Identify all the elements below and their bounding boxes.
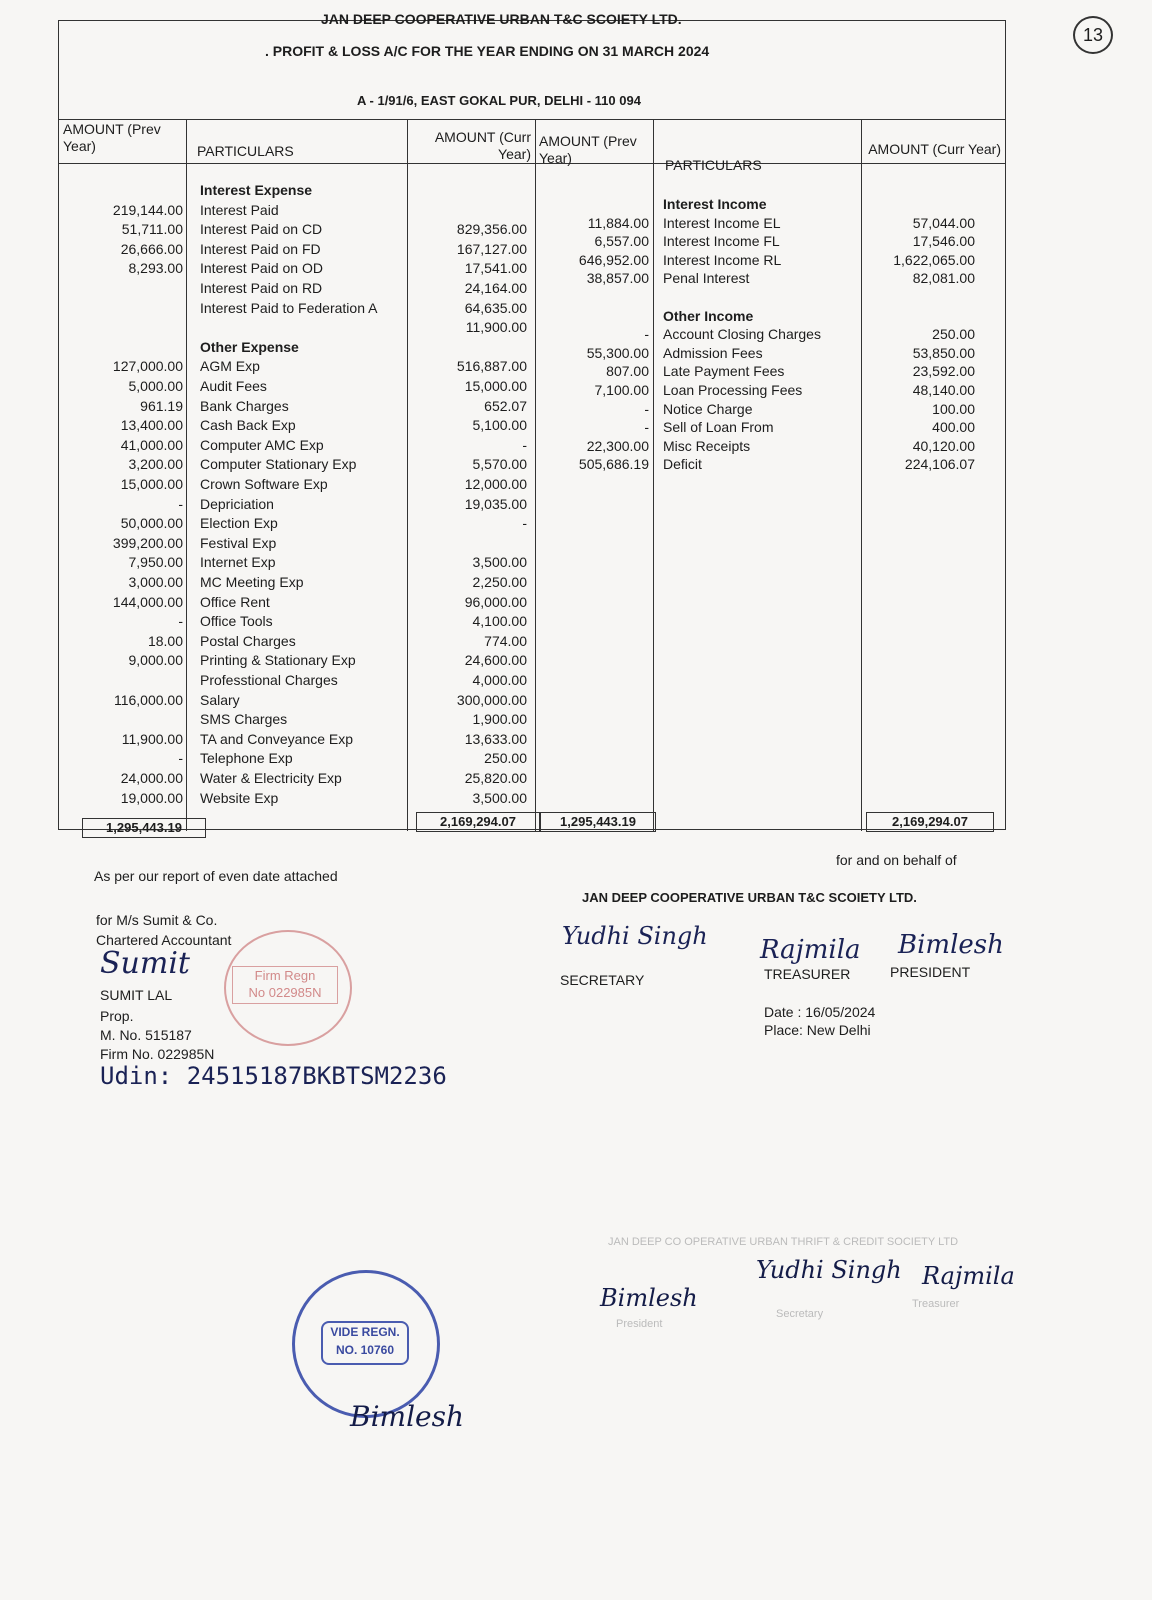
- row-particular: Depriciation: [200, 495, 274, 512]
- col-divider-2: [407, 119, 408, 831]
- row-prev-amount: 13,400.00: [120, 417, 183, 434]
- place-label: Place: New Delhi: [764, 1022, 871, 1038]
- row-prev-amount: 8,293.00: [128, 260, 183, 277]
- report-line: As per our report of even date attached: [94, 868, 338, 884]
- row-curr-amount: 17,546.00: [912, 233, 975, 250]
- row-curr-amount: 19,035.00: [464, 495, 527, 512]
- firm-stamp: [224, 930, 352, 1046]
- row-particular: Interest Paid to Federation A: [200, 299, 378, 316]
- row-curr-amount: -: [522, 515, 527, 532]
- secretary-signature: Yudhi Singh: [562, 922, 708, 950]
- row-curr-amount: 4,100.00: [472, 613, 527, 630]
- page-number-circle: [1073, 16, 1113, 54]
- total-curr-right: 2,169,294.07: [866, 812, 994, 832]
- row-particular: Interest Income: [663, 196, 767, 212]
- auditor-name: SUMIT LAL: [100, 987, 173, 1003]
- row-particular: Bank Charges: [200, 397, 289, 414]
- firm-stamp-line1: Firm Regn: [254, 968, 316, 983]
- row-curr-amount: 11,900.00: [465, 319, 527, 336]
- society-name: JAN DEEP COOPERATIVE URBAN T&C SCOIETY LTD.: [321, 11, 682, 27]
- row-particular: Sell of Loan From: [663, 419, 774, 436]
- row-particular: Other Income: [663, 307, 754, 324]
- col-divider-1: [186, 119, 187, 831]
- row-curr-amount: 53,850.00: [912, 344, 975, 361]
- firm-no: Firm No. 022985N: [100, 1046, 215, 1062]
- row-prev-amount: 5,000.00: [128, 378, 183, 394]
- total-curr-left: 2,169,294.07: [416, 812, 540, 832]
- row-particular: Misc Receipts: [663, 437, 751, 454]
- row-particular: Admission Fees: [663, 344, 763, 361]
- row-particular: Late Payment Fees: [663, 363, 785, 380]
- row-curr-amount: 1,622,065.00: [893, 251, 975, 268]
- statement-title: . PROFIT & LOSS A/C FOR THE YEAR ENDING ON 31 MARCH 2024: [265, 43, 710, 59]
- row-curr-amount: 96,000.00: [464, 593, 527, 610]
- society-address: A - 1/91/6, EAST GOKAL PUR, DELHI - 110 094: [357, 93, 641, 108]
- row-prev-amount: 6,557.00: [594, 233, 649, 250]
- row-particular: MC Meeting Exp: [200, 574, 304, 590]
- row-particular: Printing & Stationary Exp: [200, 652, 356, 669]
- row-particular: Cash Back Exp: [200, 417, 296, 434]
- row-particular: Postal Charges: [200, 632, 296, 649]
- row-curr-amount: 5,570.00: [472, 456, 527, 473]
- row-particular: Water & Electricity Exp: [200, 770, 342, 786]
- row-prev-amount: 9,000.00: [128, 652, 183, 669]
- row-particular: Website Exp: [200, 789, 279, 806]
- seal-signature: Bimlesh: [350, 1400, 465, 1433]
- row-curr-amount: 40,120.00: [912, 437, 975, 454]
- lower-secretary-signature: Yudhi Singh: [756, 1256, 902, 1284]
- president-label: PRESIDENT: [890, 964, 971, 980]
- row-prev-amount: 24,000.00: [120, 770, 183, 786]
- secretary-label: SECRETARY: [560, 972, 645, 988]
- row-prev-amount: 22,300.00: [586, 437, 649, 454]
- row-particular: TA and Conveyance Exp: [200, 730, 354, 747]
- row-curr-amount: 24,164.00: [464, 280, 527, 296]
- row-particular: SMS Charges: [200, 711, 288, 728]
- row-particular: Notice Charge: [663, 400, 753, 417]
- row-prev-amount: 505,686.19: [578, 456, 649, 473]
- row-prev-amount: 399,200.00: [112, 534, 183, 551]
- row-prev-amount: 961.19: [140, 397, 183, 414]
- pl-account-table: [58, 11, 1006, 830]
- row-particular: Interest Paid on CD: [200, 221, 323, 238]
- society-name-footer: JAN DEEP COOPERATIVE URBAN T&C SCOIETY LTD.: [582, 890, 917, 905]
- row-particular: Interest Paid on OD: [200, 260, 323, 277]
- row-particular: Crown Software Exp: [200, 476, 328, 492]
- row-curr-amount: 5,100.00: [472, 417, 527, 434]
- lower-treasurer-label: Treasurer: [912, 1298, 960, 1310]
- row-particular: Professtional Charges: [200, 672, 338, 688]
- row-particular: Interest Income RL: [663, 251, 782, 268]
- row-curr-amount: 100.00: [932, 400, 975, 417]
- row-particular: Festival Exp: [200, 534, 277, 551]
- row-curr-amount: 400.00: [932, 419, 975, 436]
- header-rule-top: [59, 119, 1005, 120]
- row-curr-amount: 64,635.00: [464, 299, 527, 316]
- row-curr-amount: 2,250.00: [472, 574, 527, 590]
- lower-secretary-label: Secretary: [776, 1308, 824, 1320]
- row-particular: Telephone Exp: [200, 750, 293, 767]
- row-particular: Internet Exp: [200, 554, 276, 571]
- row-curr-amount: 12,000.00: [464, 476, 527, 492]
- col-header-particulars-left: PARTICULARS: [197, 143, 294, 159]
- row-curr-amount: 516,887.00: [456, 358, 527, 375]
- row-prev-amount: 19,000.00: [120, 789, 183, 806]
- row-prev-amount: 11,900.00: [121, 730, 183, 747]
- col-header-curr-right: AMOUNT (Curr Year): [868, 141, 1001, 157]
- row-curr-amount: 57,044.00: [912, 214, 975, 231]
- row-particular: Interest Paid on RD: [200, 280, 323, 296]
- total-prev-right: 1,295,443.19: [540, 812, 656, 832]
- row-curr-amount: 23,592.00: [912, 363, 975, 380]
- row-particular: Interest Income FL: [663, 233, 780, 250]
- treasurer-signature: Rajmila: [760, 935, 861, 965]
- row-particular: AGM Exp: [200, 358, 260, 375]
- row-prev-amount: 41,000.00: [120, 436, 183, 453]
- row-curr-amount: 3,500.00: [472, 554, 527, 571]
- membership-no: M. No. 515187: [100, 1027, 192, 1043]
- row-particular: Computer AMC Exp: [200, 436, 324, 453]
- lower-president-label: President: [616, 1318, 663, 1330]
- row-prev-amount: 50,000.00: [120, 515, 183, 532]
- row-curr-amount: 250.00: [932, 326, 975, 343]
- row-curr-amount: 829,356.00: [456, 221, 527, 238]
- row-prev-amount: -: [178, 613, 183, 630]
- row-particular: Interest Expense: [200, 182, 313, 198]
- row-curr-amount: 3,500.00: [472, 789, 527, 806]
- row-prev-amount: 7,950.00: [128, 554, 183, 571]
- row-prev-amount: 15,000.00: [120, 476, 183, 492]
- row-particular: Interest Income EL: [663, 214, 781, 231]
- row-prev-amount: -: [644, 419, 649, 436]
- row-curr-amount: 13,633.00: [464, 730, 527, 747]
- auditor-title: Prop.: [100, 1008, 134, 1024]
- row-prev-amount: 11,884.00: [587, 214, 649, 231]
- row-curr-amount: 82,081.00: [912, 270, 975, 287]
- row-particular: Computer Stationary Exp: [200, 456, 357, 473]
- firm-role: Chartered Accountant: [96, 932, 232, 948]
- row-particular: Salary: [200, 691, 240, 708]
- row-prev-amount: -: [178, 750, 183, 767]
- row-curr-amount: 774.00: [484, 632, 527, 649]
- treasurer-label: TREASURER: [764, 966, 851, 982]
- row-particular: Penal Interest: [663, 270, 750, 287]
- col-header-particulars-right: PARTICULARS: [665, 157, 762, 173]
- row-prev-amount: 3,000.00: [128, 574, 183, 590]
- row-prev-amount: 807.00: [606, 363, 649, 380]
- row-particular: Election Exp: [200, 515, 278, 532]
- row-particular: Account Closing Charges: [663, 326, 821, 343]
- row-particular: Deficit: [663, 456, 702, 473]
- page-number: 13: [1082, 25, 1104, 45]
- faded-society-header: JAN DEEP CO OPERATIVE URBAN THRIFT & CREDIT SOCIETY LTD: [608, 1236, 959, 1248]
- row-curr-amount: 250.00: [484, 750, 527, 767]
- president-signature: Bimlesh: [898, 930, 1004, 960]
- total-prev-left: 1,295,443.19: [82, 818, 206, 838]
- row-curr-amount: 4,000.00: [472, 672, 527, 688]
- auditor-signature: Sumit: [100, 946, 190, 981]
- col-header-curr-left: AMOUNT (Curr Year): [434, 129, 531, 162]
- row-curr-amount: -: [522, 436, 527, 453]
- row-prev-amount: 127,000.00: [112, 358, 183, 375]
- on-behalf-line: for and on behalf of: [836, 852, 957, 868]
- firm-line: for M/s Sumit & Co.: [96, 912, 218, 928]
- row-particular: Office Tools: [200, 613, 273, 630]
- row-prev-amount: -: [644, 326, 649, 343]
- date-label: Date : 16/05/2024: [764, 1004, 876, 1020]
- seal-line1: VIDE REGN.: [330, 1325, 400, 1339]
- row-particular: Office Rent: [200, 593, 270, 610]
- col-header-prev-left: AMOUNT (Prev Year): [63, 121, 161, 154]
- row-curr-amount: 25,820.00: [464, 770, 527, 786]
- society-seal: [292, 1270, 440, 1418]
- row-prev-amount: -: [178, 495, 183, 512]
- row-curr-amount: 17,541.00: [464, 260, 527, 277]
- lower-treasurer-signature: Rajmila: [922, 1262, 1015, 1290]
- row-particular: Other Expense: [200, 338, 299, 355]
- row-curr-amount: 652.07: [484, 397, 527, 414]
- row-curr-amount: 167,127.00: [456, 240, 527, 257]
- udin-handwritten: Udin: 24515187BKBTSM2236: [100, 1062, 447, 1090]
- row-curr-amount: 224,106.07: [904, 456, 975, 473]
- row-particular: Loan Processing Fees: [663, 382, 803, 398]
- row-particular: Interest Paid on FD: [200, 240, 321, 257]
- row-curr-amount: 24,600.00: [464, 652, 527, 669]
- seal-line2: NO. 10760: [335, 1343, 395, 1357]
- row-curr-amount: 15,000.00: [464, 378, 527, 394]
- row-curr-amount: 300,000.00: [456, 691, 527, 708]
- row-prev-amount: 26,666.00: [120, 240, 183, 257]
- row-prev-amount: 219,144.00: [112, 201, 183, 218]
- row-particular: Audit Fees: [200, 378, 267, 394]
- header-rule-bottom: [59, 163, 1005, 164]
- row-prev-amount: 38,857.00: [586, 270, 649, 287]
- row-prev-amount: 51,711.00: [121, 221, 183, 238]
- row-prev-amount: 116,000.00: [113, 691, 183, 708]
- lower-president-signature: Bimlesh: [600, 1284, 698, 1312]
- row-prev-amount: 646,952.00: [578, 251, 649, 268]
- firm-stamp-line2: No 022985N: [248, 985, 322, 1000]
- row-curr-amount: 48,140.00: [912, 382, 975, 398]
- row-prev-amount: 7,100.00: [594, 382, 649, 398]
- row-prev-amount: 55,300.00: [586, 344, 649, 361]
- row-prev-amount: -: [644, 400, 649, 417]
- col-header-prev-right: AMOUNT (Prev Year): [539, 133, 637, 166]
- row-curr-amount: 1,900.00: [472, 711, 527, 728]
- row-prev-amount: 18.00: [147, 632, 183, 649]
- row-prev-amount: 3,200.00: [128, 456, 183, 473]
- col-divider-4: [653, 119, 654, 831]
- row-particular: Interest Paid: [200, 201, 279, 218]
- row-prev-amount: 144,000.00: [112, 593, 183, 610]
